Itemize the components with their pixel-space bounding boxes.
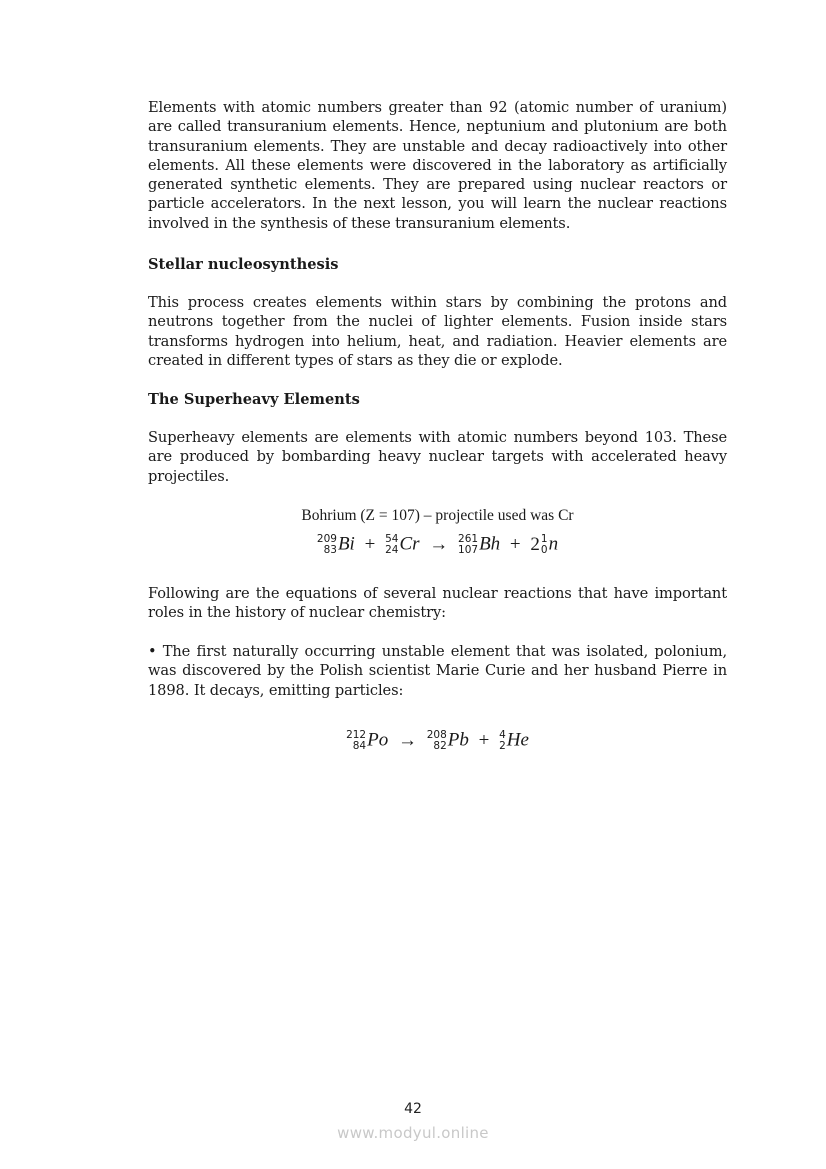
paragraph-stellar: This process creates elements within stars by combining the protons and neutrons together from the nuclei of lighter elements. Fusion inside stars transforms hydrogen into helium, heat, and radiation. Heavier elements are created in different types of stars as they die or explode. bbox=[148, 294, 727, 369]
mass-number: 212 bbox=[346, 729, 367, 742]
mass-number: 54 bbox=[385, 533, 399, 546]
paragraph-transuranium: Elements with atomic numbers greater than 92 (atomic number of uranium) are called transuranium elements. Hence, neptunium and plutonium are both transuranium elements. They are unstable and decay radioactively into other elements. All these elements were discovered in the laboratory as artificially generated synthetic elements. They are prepared using nuclear reactors or particle accelerators. In the next lesson, you will learn the nuclear reactions involved in the synthesis of these transuranium elements. bbox=[148, 99, 727, 232]
element-symbol: He bbox=[506, 729, 529, 751]
atomic-number: 107 bbox=[458, 543, 479, 556]
mass-number: 4 bbox=[499, 729, 506, 742]
reaction-arrow: → bbox=[429, 533, 449, 555]
reaction-arrow: → bbox=[397, 729, 417, 751]
bohrium-equation bbox=[148, 531, 727, 558]
plus-sign: + bbox=[364, 533, 376, 555]
element-symbol: n bbox=[548, 533, 559, 555]
mass-number: 208 bbox=[426, 729, 447, 742]
atomic-number: 83 bbox=[323, 543, 337, 556]
paragraph-polonium: • The first naturally occurring unstable element that was isolated, polonium, was discovered by the Polish scientist Marie Curie and her husband Pierre in 1898. It decays, emitting particles: bbox=[148, 643, 727, 699]
element-symbol: Pb bbox=[447, 729, 469, 751]
mass-number: 261 bbox=[458, 533, 479, 546]
atomic-number: 24 bbox=[385, 543, 399, 556]
plus-sign: + bbox=[509, 533, 521, 555]
element-symbol: Bh bbox=[479, 533, 501, 555]
page-number: 42 bbox=[404, 1101, 422, 1117]
atomic-number: 0 bbox=[540, 543, 548, 556]
nuclide-po bbox=[346, 727, 388, 754]
coefficient: 2 bbox=[530, 533, 540, 555]
element-symbol: Bi bbox=[337, 533, 355, 555]
nuclide-cr bbox=[385, 531, 419, 558]
atomic-number: 84 bbox=[352, 739, 367, 752]
nuclide-bi bbox=[317, 531, 355, 558]
nuclide-pb bbox=[427, 727, 469, 754]
heading-superheavy-elements: The Superheavy Elements bbox=[148, 391, 360, 408]
atomic-number: 2 bbox=[499, 739, 506, 752]
mass-number: 1 bbox=[540, 533, 548, 546]
watermark: www.modyul.online bbox=[337, 1124, 489, 1142]
mass-number: 209 bbox=[316, 533, 337, 546]
bohrium-caption: Bohrium (Z = 107) – projectile used was Cr bbox=[301, 507, 574, 524]
paragraph-superheavy: Superheavy elements are elements with atomic numbers beyond 103. These are produced by bombarding heavy nuclear targets with accelerated heavy projectiles. bbox=[148, 429, 727, 485]
paragraph-following: Following are the equations of several nuclear reactions that have important roles in the history of nuclear chemistry: bbox=[148, 585, 727, 622]
nuclide-neutron bbox=[541, 531, 558, 558]
element-symbol: Po bbox=[367, 729, 389, 751]
heading-stellar-nucleosynthesis: Stellar nucleosynthesis bbox=[148, 256, 339, 273]
plus-sign: + bbox=[478, 729, 490, 751]
atomic-number: 82 bbox=[433, 739, 447, 752]
element-symbol: Cr bbox=[399, 533, 420, 555]
polonium-equation bbox=[148, 727, 727, 754]
nuclide-bh bbox=[458, 531, 500, 558]
nuclide-he bbox=[499, 727, 529, 754]
